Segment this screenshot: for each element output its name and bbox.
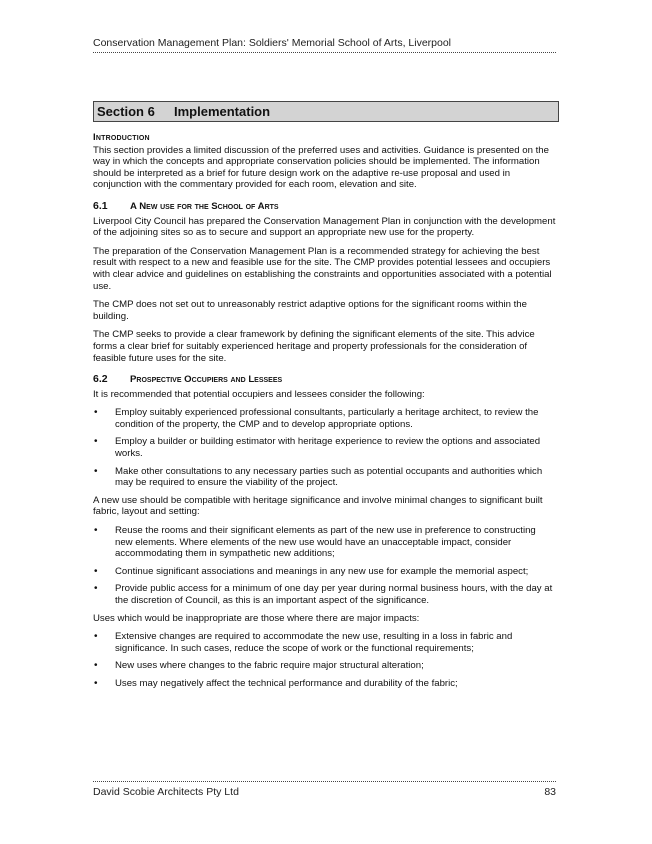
bullet-list bbox=[93, 525, 556, 607]
list-item: • Provide public access for a minimum of one day per year during normal business hours, with the day at the discretion of Council, as this is an important aspect of the significance. bbox=[93, 583, 556, 606]
list-item: • Make other consultations to any necessary parties such as potential occupants and authorities which may be required to ensure the viability of the project. bbox=[93, 466, 556, 489]
subsection-6-1-number: 6.1 bbox=[93, 199, 108, 212]
paragraph: Liverpool City Council has prepared the Conservation Management Plan in conjunction with the development of the adjoining sites so as to secure and support an appropriate new use for the property. bbox=[93, 215, 556, 239]
paragraph: A new use should be compatible with heritage significance and involve minimal changes to significant built fabric, layout and setting: bbox=[93, 494, 543, 518]
bullet-list bbox=[93, 631, 556, 689]
subsection-6-1-title: A New use for the School of Arts bbox=[130, 200, 279, 212]
subsection-6-2-heading bbox=[93, 374, 556, 386]
intro-paragraph: This section provides a limited discussion of the preferred uses and activities. Guidance is presented on the way in which the concepts and appropriate conservation policies should be implemented. The information should be interpreted as a brief for future design work on the adaptive re-use proposal and used in conjunction with the commentary provided for each room, elevation and site. bbox=[93, 144, 549, 191]
list-item: • Uses may negatively affect the technical performance and durability of the fabric; bbox=[93, 678, 556, 690]
list-item: • New uses where changes to the fabric require major structural alteration; bbox=[93, 660, 556, 672]
body-content bbox=[93, 132, 556, 696]
paragraph: The preparation of the Conservation Management Plan is a recommended strategy for achieving the best result with respect to a new and feasible use for the site. The CMP provides potential lessees and occupiers with clear advice and guidelines on establishing the constraints and opportunities associated with a potential use. bbox=[93, 245, 552, 292]
paragraph: Uses which would be inappropriate are those where there are major impacts: bbox=[93, 612, 420, 624]
section-heading bbox=[93, 101, 559, 122]
list-item: • Continue significant associations and meanings in any new use for example the memorial aspect; bbox=[93, 566, 556, 578]
bullet-list bbox=[93, 407, 556, 489]
intro-heading-text: Introduction bbox=[93, 132, 150, 143]
paragraph: The CMP does not set out to unreasonably restrict adaptive options for the significant rooms within the building. bbox=[93, 299, 527, 322]
list-item: • Reuse the rooms and their significant elements as part of the new use in preference to constructing new elements. Where elements of the new use would have an unacceptable impact, consider accommodating them in sympathetic new additions; bbox=[93, 525, 556, 560]
running-footer bbox=[93, 781, 556, 798]
list-item: • Employ suitably experienced professional consultants, particularly a heritage architect, to review the condition of the property, the CMP and to develop appropriate options. bbox=[93, 407, 556, 430]
section-title: Implementation bbox=[174, 104, 271, 119]
list-item: • Extensive changes are required to accommodate the new use, resulting in a loss in fabric and significance. In such cases, reduce the scope of work or the functional requirements; bbox=[93, 631, 556, 654]
list-item: • Employ a builder or building estimator with heritage experience to review the options and associated works. bbox=[93, 436, 556, 459]
subsection-6-2-title: Prospective Occupiers and Lessees bbox=[130, 374, 283, 386]
paragraph: It is recommended that potential occupiers and lessees consider the following: bbox=[93, 388, 425, 400]
paragraph: The CMP seeks to provide a clear framework by defining the significant elements of the site. This advice forms a clear brief for suitably experienced heritage and property professionals for the consideration of feasible future uses for the site. bbox=[93, 329, 535, 364]
subsection-6-2-number: 6.2 bbox=[93, 373, 108, 386]
running-header: Conservation Management Plan: Soldiers' Memorial School of Arts, Liverpool bbox=[93, 37, 556, 53]
subsection-6-1-heading bbox=[93, 201, 556, 213]
section-number: Section 6 bbox=[97, 104, 155, 119]
page-number: 83 bbox=[544, 786, 556, 798]
footer-company: David Scobie Architects Pty Ltd bbox=[93, 786, 239, 798]
intro-heading bbox=[93, 132, 556, 144]
